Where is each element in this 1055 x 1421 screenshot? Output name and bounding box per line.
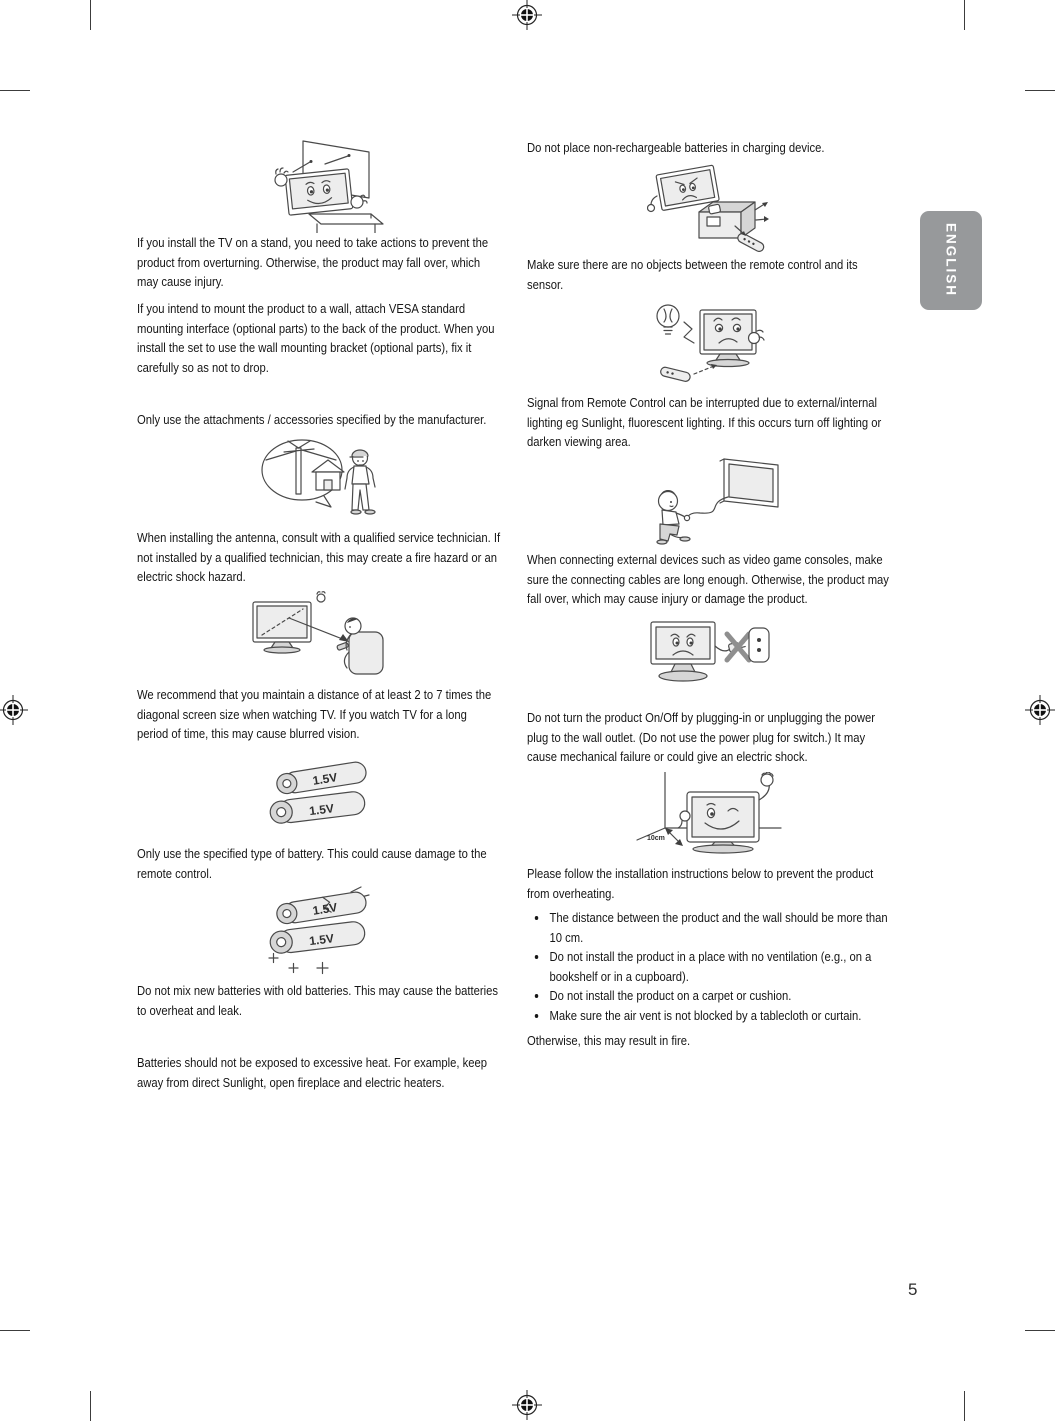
overheating-instructions <box>527 908 890 1025</box>
safety-paragraph: Make sure there are no objects between the remote control and its sensor. <box>527 257 858 292</box>
tv-on-stand-illustration <box>137 138 500 233</box>
remote-sensor-icon <box>642 296 776 388</box>
no-charging-illustration <box>527 162 890 252</box>
registration-mark-icon <box>0 694 29 726</box>
battery-voltage-label: 1.5V <box>311 770 338 788</box>
no-plug-switch-illustration <box>527 616 890 706</box>
safety-paragraph: Otherwise, this may result in fire. <box>527 1033 691 1048</box>
no-plug-switch-icon <box>643 616 775 706</box>
crop-mark <box>1025 1330 1055 1331</box>
crop-mark <box>964 1391 965 1421</box>
safety-paragraph: When connecting external devices such as video game consoles, make sure the connecting cables are long enough. Otherwise, the product may fall over, which may cause injury or damage the product. <box>527 552 889 606</box>
safety-paragraph: Please follow the installation instructions below to prevent the product from overheating. <box>527 866 874 901</box>
batteries-illustration <box>137 760 500 832</box>
safety-paragraph: If you intend to mount the product to a wall, attach VESA standard mounting interface (optional parts) to the back of the product. When you install the set to use the wall mounting bracket (optional parts), fix it carefully so as not to drop. <box>137 301 495 375</box>
viewing-distance-icon <box>249 590 389 680</box>
crop-mark <box>0 1330 30 1331</box>
crop-mark <box>1025 90 1055 91</box>
instruction-list <box>527 908 890 1025</box>
viewing-distance-illustration <box>137 590 500 680</box>
crop-mark <box>964 0 965 30</box>
battery-voltage-label: 1.5V <box>307 931 335 949</box>
cable-pull-illustration <box>527 453 890 545</box>
language-tab-label: ENGLISH <box>943 223 959 298</box>
remote-sensor-illustration <box>527 296 890 388</box>
antenna-consult-illustration <box>137 436 500 524</box>
safety-paragraph: Do not turn the product On/Off by plugging-in or unplugging the power plug to the wall outlet. (Do not use the power plug for switch.) It may cause mechanical failure or could give an electric shock. <box>527 710 875 764</box>
safety-paragraph: Batteries should not be exposed to excessive heat. For example, keep away from direct Sunlight, open fireplace and electric heaters. <box>137 1055 488 1090</box>
battery-voltage-label: 1.5V <box>307 801 335 819</box>
crop-mark <box>0 90 30 91</box>
cable-pull-icon <box>636 453 782 545</box>
wall-distance-illustration <box>527 772 890 860</box>
instruction-item: • Do not install the product in a place with no ventilation (e.g., on a bookshelf or in a cupboard). <box>548 947 891 986</box>
safety-paragraph: Do not place non-rechargeable batteries in charging device. <box>527 140 825 155</box>
right-column <box>527 0 890 1421</box>
safety-paragraph: When installing the antenna, consult with a qualified service technician. If not installed by a qualified technician, this may create a fire hazard or an electric shock hazard. <box>137 530 501 584</box>
page-number: 5 <box>908 1280 918 1299</box>
battery-damaged-icon <box>263 884 375 976</box>
antenna-consult-icon <box>258 436 380 524</box>
wall-distance-icon <box>635 772 783 860</box>
crop-mark <box>90 1391 91 1421</box>
instruction-item: • Make sure the air vent is not blocked by a tablecloth or curtain. <box>548 1006 891 1026</box>
instruction-item: • Do not install the product on a carpet or cushion. <box>548 986 891 1006</box>
no-charging-icon <box>647 162 771 252</box>
tv-on-stand-icon <box>253 138 385 233</box>
safety-paragraph: Only use the specified type of battery. This could cause damage to the remote control. <box>137 846 487 881</box>
language-tab <box>920 211 982 310</box>
battery-icon <box>263 760 375 832</box>
instruction-item: • The distance between the product and the wall should be more than 10 cm. <box>548 908 891 947</box>
batteries-damaged-illustration <box>137 884 500 976</box>
battery-voltage-label: 1.5V <box>311 900 338 918</box>
crop-mark <box>90 0 91 30</box>
safety-paragraph: Do not mix new batteries with old batteries. This may cause the batteries to overheat and leak. <box>137 983 499 1018</box>
safety-paragraph: Only use the attachments / accessories specified by the manufacturer. <box>137 412 487 427</box>
left-column <box>137 0 500 1421</box>
safety-paragraph: Signal from Remote Control can be interrupted due to external/internal lighting eg Sunlight, fluorescent lighting. If this occurs turn off lighting or darken viewing area. <box>527 395 882 449</box>
safety-paragraph: We recommend that you maintain a distance of at least 2 to 7 times the diagonal screen size when watching TV. If you watch TV for a long period of time, this may cause blurred vision. <box>137 687 492 741</box>
wall-distance-label: 10cm <box>646 835 665 842</box>
registration-mark-icon <box>1024 694 1055 726</box>
safety-paragraph: If you install the TV on a stand, you need to take actions to prevent the product from overturning. Otherwise, the product may fall over, which may cause injury. <box>137 235 489 289</box>
